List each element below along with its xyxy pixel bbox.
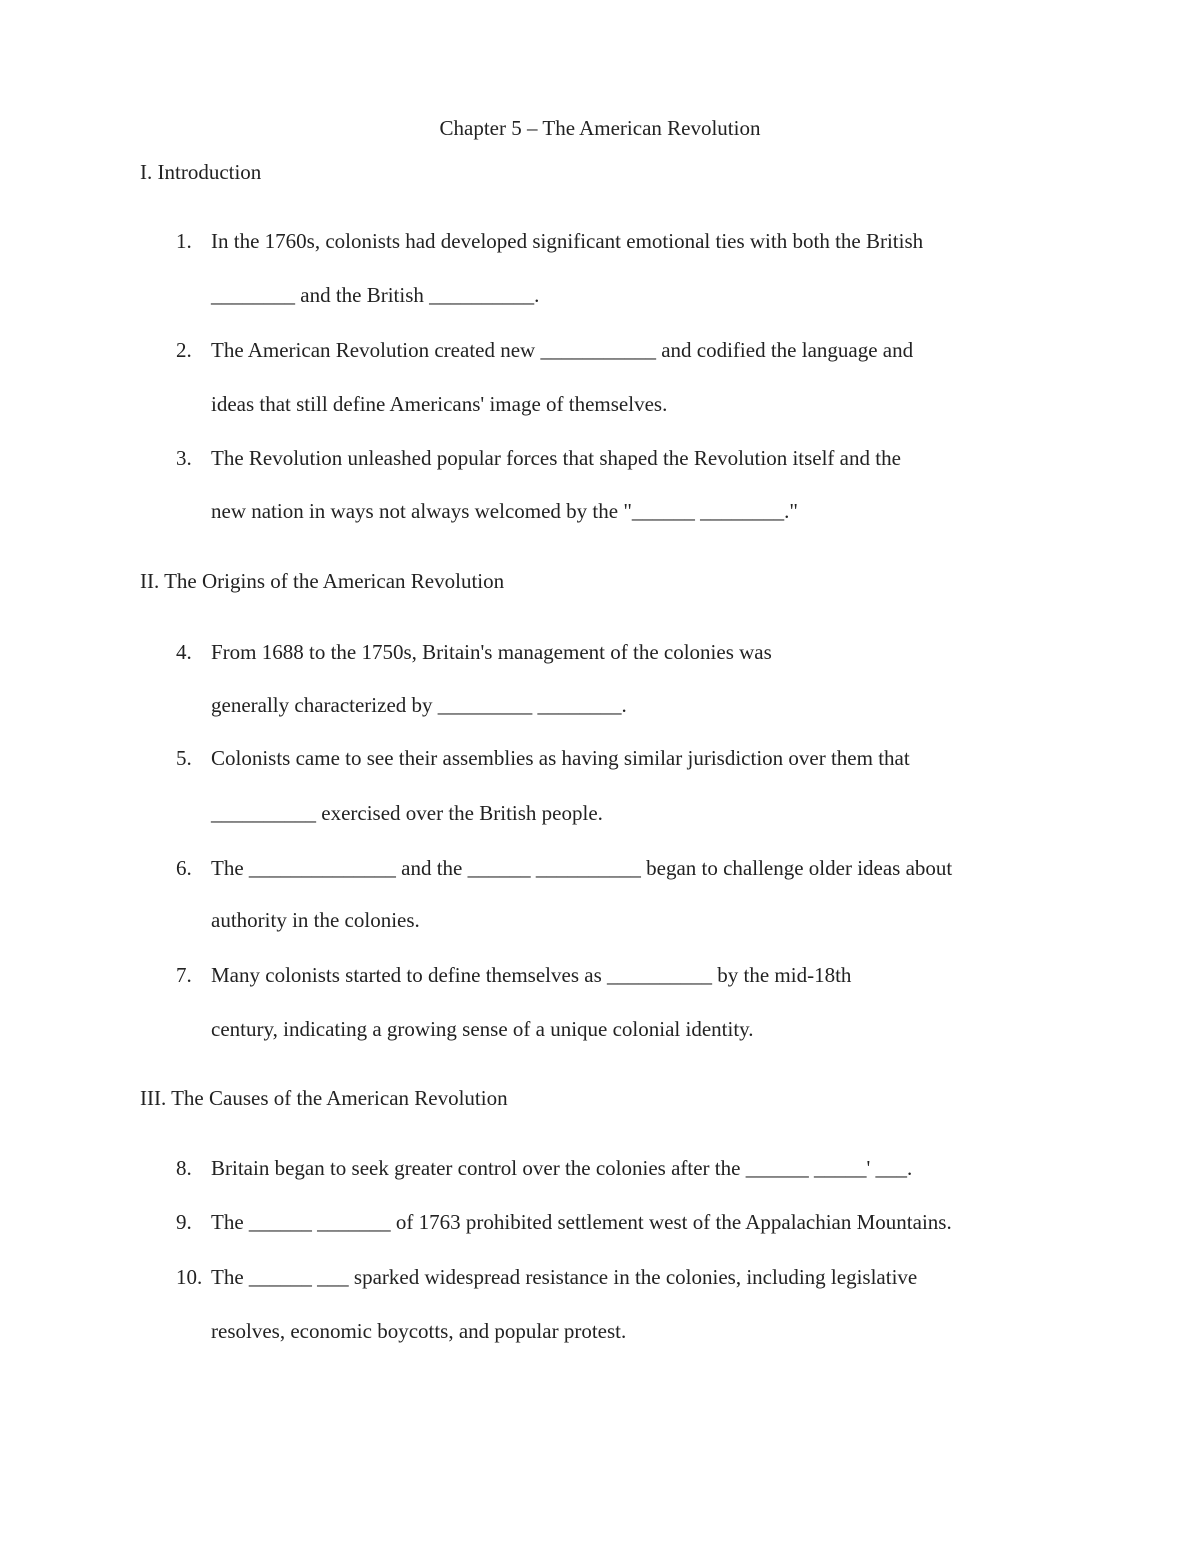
question-text-line: resolves, economic boycotts, and popular protest. [211, 1319, 627, 1343]
question-text-line: The ______ _______ of 1763 prohibited settlement west of the Appalachian Mountains. [211, 1210, 952, 1234]
question-text-line: Britain began to seek greater control over the colonies after the ______ _____' ___. [211, 1156, 913, 1180]
question-text-line: The ______ ___ sparked widespread resistance in the colonies, including legislative [211, 1265, 918, 1289]
question-text-line: authority in the colonies. [211, 908, 420, 932]
question-number: 1. [176, 229, 192, 253]
question-text-line: The American Revolution created new ___________ and codified the language and [211, 338, 914, 362]
question-number: 7. [176, 963, 192, 987]
question-number: 6. [176, 856, 192, 880]
section-heading-origins: II. The Origins of the American Revolution [140, 569, 505, 593]
question-number: 8. [176, 1156, 192, 1180]
question-text-line: century, indicating a growing sense of a unique colonial identity. [211, 1017, 754, 1041]
question-number: 2. [176, 338, 192, 362]
question-text-line: Many colonists started to define themselves as __________ by the mid-18th [211, 963, 852, 987]
question-text-line: ________ and the British __________. [211, 283, 540, 307]
question-text-line: ideas that still define Americans' image of themselves. [211, 392, 668, 416]
question-text-line: generally characterized by _________ ________. [211, 693, 627, 717]
question-number: 9. [176, 1210, 192, 1234]
section-heading-introduction: I. Introduction [140, 160, 262, 184]
question-text-line: The ______________ and the ______ __________ began to challenge older ideas about [211, 856, 953, 880]
question-number: 5. [176, 746, 192, 770]
question-text-line: In the 1760s, colonists had developed significant emotional ties with both the British [211, 229, 924, 253]
question-text-line: __________ exercised over the British people. [211, 801, 603, 825]
section-heading-causes: III. The Causes of the American Revolution [140, 1086, 508, 1110]
question-text-line: new nation in ways not always welcomed by the "______ ________." [211, 499, 798, 523]
page-title: Chapter 5 – The American Revolution [439, 116, 761, 140]
question-text-line: The Revolution unleashed popular forces that shaped the Revolution itself and the [211, 446, 901, 470]
question-text-line: From 1688 to the 1750s, Britain's management of the colonies was [211, 640, 772, 664]
question-number: 4. [176, 640, 192, 664]
question-number: 10. [176, 1265, 203, 1289]
question-text-line: Colonists came to see their assemblies as having similar jurisdiction over them that [211, 746, 910, 770]
question-number: 3. [176, 446, 192, 470]
